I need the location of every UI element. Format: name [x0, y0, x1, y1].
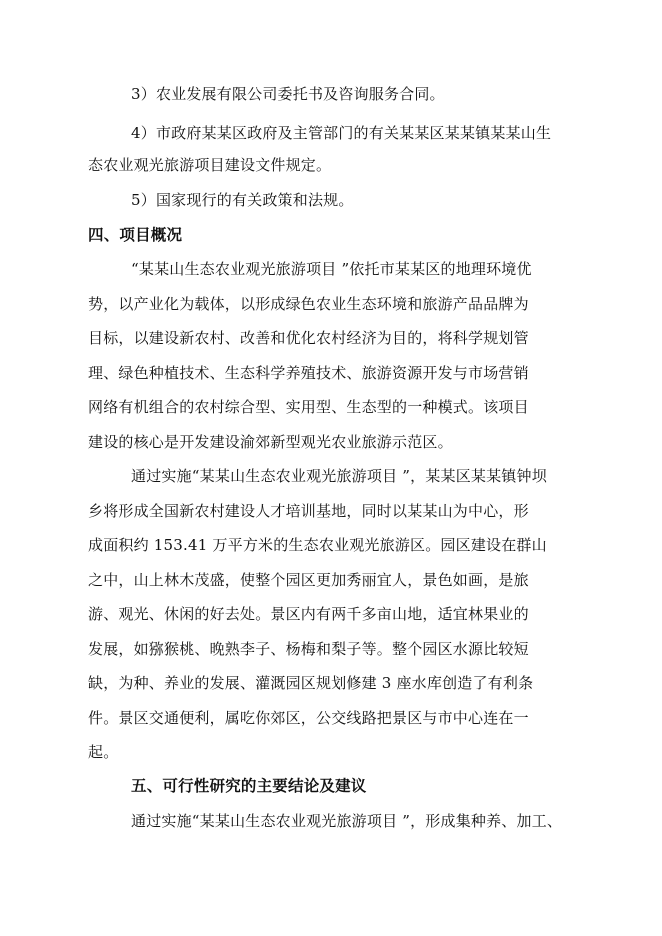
list-item-4-line-2: 态农业观光旅游项目建设文件规定。 — [88, 156, 332, 174]
list-item-4-line-1: 4）市政府某某区政府及主管部门的有关某某区某某镇某某山生 — [131, 124, 552, 142]
paragraph-line: 理、绿色种植技术、生态科学养殖技术、旅游资源开发与市场营销 — [88, 363, 529, 382]
paragraph-line: 发展，如猕猴桃、晚熟李子、杨梅和梨子等。整个园区水源比较短 — [88, 639, 529, 658]
paragraph-line: 建设的核心是开发建设渝郊新型观光农业旅游示范区。 — [88, 432, 453, 451]
paragraph-line: 缺，为种、养业的发展、灌溉园区规划修建 3 座水库创造了有利条 — [88, 674, 534, 692]
paragraph-line: 势，以产业化为载体，以形成绿色农业生态环境和旅游产品品牌为 — [88, 294, 529, 313]
paragraph-line: 件。景区交通便利，属吃你郊区，公交线路把景区与市中心连在一 — [88, 708, 529, 727]
section-4-heading: 四、项目概况 — [88, 225, 183, 244]
section-5-heading: 五、可行性研究的主要结论及建议 — [131, 776, 367, 795]
paragraph-line: 起。 — [88, 743, 119, 761]
section-4-paragraph-1 — [88, 259, 532, 466]
paragraph-line: 目标，以建设新农村、改善和优化农村经济为目的，将科学规划管 — [88, 329, 529, 347]
paragraph-line: “某某山生态农业观光旅游项目 ”依托市某某区的地理环境优 — [131, 260, 532, 278]
section-4-paragraph-2 — [88, 466, 547, 777]
paragraph-line: 乡将形成全国新农村建设人才培训基地，同时以某某山为中心，形 — [88, 501, 529, 520]
paragraph-line: 网络有机组合的农村综合型、实用型、生态型的一种模式。该项目 — [88, 398, 529, 416]
paragraph-line: 游、观光、休闲的好去处。景区内有两千多亩山地，适宜林果业的 — [88, 605, 529, 623]
paragraph-line: 成面积约 153.41 万平方米的生态农业观光旅游区。园区建设在群山 — [88, 536, 547, 554]
list-item-5: 5）国家现行的有关政策和法规。 — [131, 191, 354, 209]
section-5-paragraph-1 — [88, 811, 562, 846]
list-item-3: 3）农业发展有限公司委托书及咨询服务合同。 — [131, 85, 445, 103]
paragraph-line: 通过实施“某某山生态农业观光旅游项目 ”，某某区某某镇钟坝 — [131, 467, 547, 485]
paragraph-line: 通过实施“某某山生态农业观光旅游项目 ”，形成集种养、加工、 — [131, 812, 563, 830]
paragraph-line: 之中，山上林木茂盛，使整个园区更加秀丽宜人，景色如画，是旅 — [88, 570, 529, 589]
